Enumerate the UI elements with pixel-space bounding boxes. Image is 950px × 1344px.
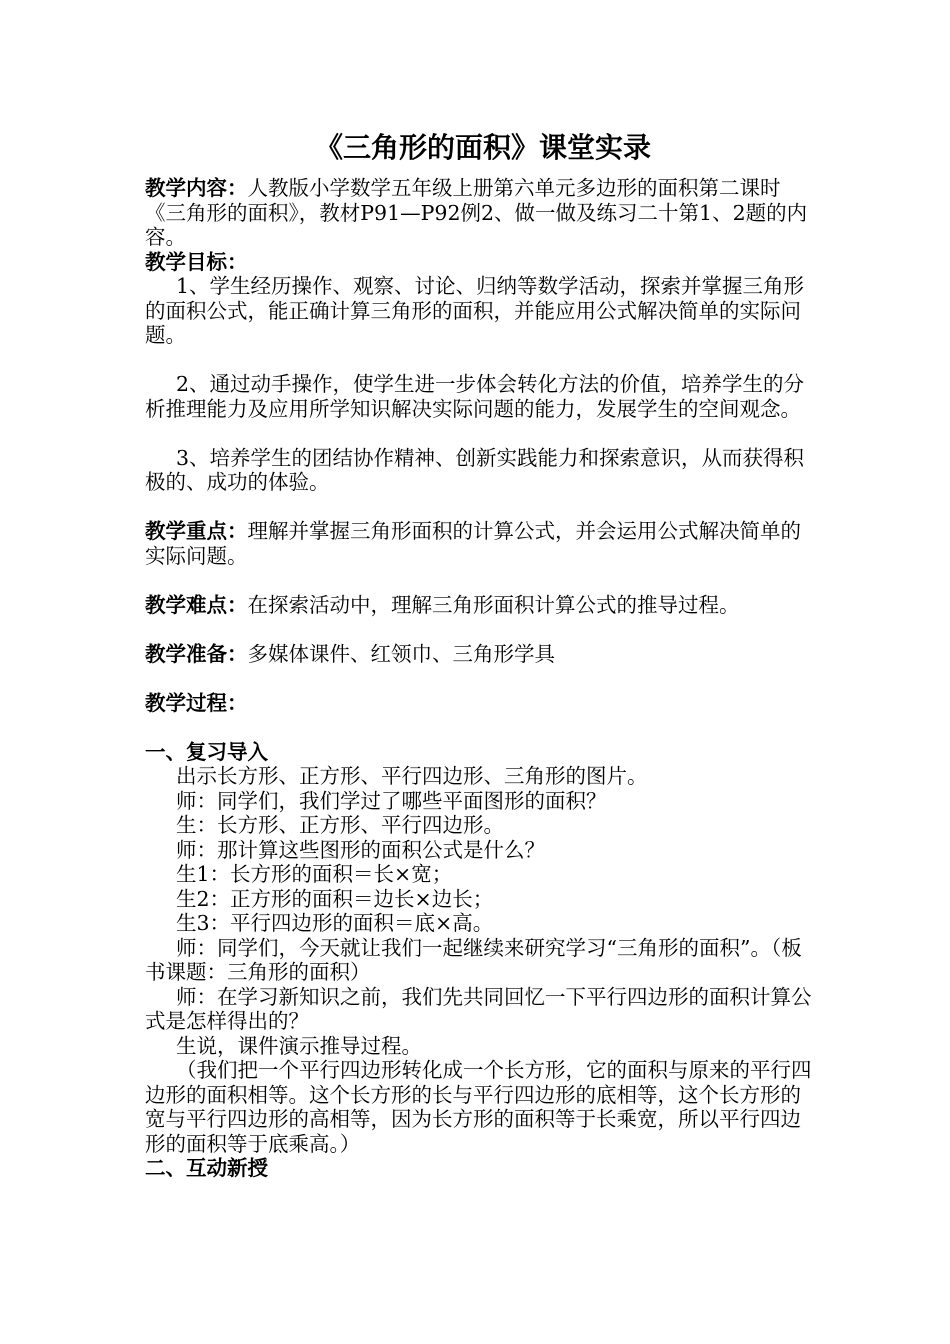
- section-1-line: 出示长方形、正方形、平行四边形、三角形的图片。: [176, 764, 648, 788]
- section-1-line: 师：同学们，今天就让我们一起继续来研究学习“三角形的面积”。（板书课题：三角形的面积）: [145, 935, 802, 984]
- section-1-line: 生2：正方形的面积＝边长×边长；: [176, 886, 494, 911]
- spacer: [145, 421, 821, 446]
- section-1-line: 生说，课件演示推导过程。: [176, 1033, 422, 1058]
- spacer: [145, 348, 821, 373]
- document-title: 《三角形的面积》课堂实录: [314, 131, 651, 164]
- teaching-difficulty: [145, 593, 821, 618]
- spacer: [145, 617, 821, 642]
- goal-item-3: 3、培养学生的团结协作精神、创新实践能力和探索意识，从而获得积极的、成功的体验。: [145, 445, 805, 494]
- section-1-line: 生3：平行四边形的面积＝底×高。: [176, 911, 494, 935]
- key-point-text: 理解并掌握三角形面积的计算公式，并会运用公式解决简单的实际问题。: [145, 519, 801, 568]
- teaching-preparation: [145, 642, 821, 667]
- section-1-line: 生：长方形、正方形、平行四边形。: [176, 813, 504, 837]
- preparation-label: 教学准备：: [145, 641, 248, 666]
- section-1-line: 师：在学习新知识之前，我们先共同回忆一下平行四边形的面积计算公式是怎样得出的？: [145, 984, 812, 1033]
- spacer: [145, 568, 821, 593]
- spacer: [145, 715, 821, 740]
- section-1-line: 师：同学们，我们学过了哪些平面图形的面积？: [176, 788, 607, 813]
- preparation-text: 多媒体课件、红领巾、三角形学具: [247, 641, 555, 666]
- teaching-process-label: 教学过程：: [145, 690, 248, 715]
- goal-item-1: 1、学生经历操作、观察、讨论、归纳等数学活动，探索并掌握三角形的面积公式，能正确计算三角形的面积，并能应用公式解决简单的实际问题。: [145, 274, 805, 347]
- section-1-heading: 一、复习导入: [145, 739, 268, 764]
- teaching-content: [145, 176, 821, 250]
- document-page: [145, 128, 821, 1181]
- difficulty-label: 教学难点：: [145, 592, 248, 617]
- section-1-line: 生1：长方形的面积＝长×宽；: [176, 862, 453, 886]
- spacer: [145, 495, 821, 520]
- teaching-content-label: 教学内容：: [145, 176, 248, 200]
- key-point-label: 教学重点：: [145, 519, 248, 543]
- teaching-content-text: 人教版小学数学五年级上册第六单元多边形的面积第二课时《三角形的面积》，教材P91—P92例2、做一做及练习二十第1、2题的内容。: [145, 176, 808, 249]
- section-1-line: 师：那计算这些图形的面积公式是什么？: [176, 837, 545, 862]
- teaching-goals-label: 教学目标：: [145, 249, 248, 274]
- goal-item-2: 2、通过动手操作，使学生进一步体会转化方法的价值，培养学生的分析推理能力及应用所学知识解决实际问题的能力，发展学生的空间观念。: [145, 372, 805, 421]
- difficulty-text: 在探索活动中，理解三角形面积计算公式的推导过程。: [247, 592, 740, 617]
- spacer: [145, 666, 821, 691]
- section-2-heading: 二、互动新授: [145, 1156, 268, 1180]
- section-1-line: （我们把一个平行四边形转化成一个长方形，它的面积与原来的平行四边形的面积相等。这个长方形的长与平行四边形的底相等，这个长方形的宽与平行四边形的高相等，因为长方形的面积等于长乘宽，所以平行四边形的面积等于底乘高。）: [145, 1058, 812, 1156]
- teaching-key-point: [145, 519, 821, 568]
